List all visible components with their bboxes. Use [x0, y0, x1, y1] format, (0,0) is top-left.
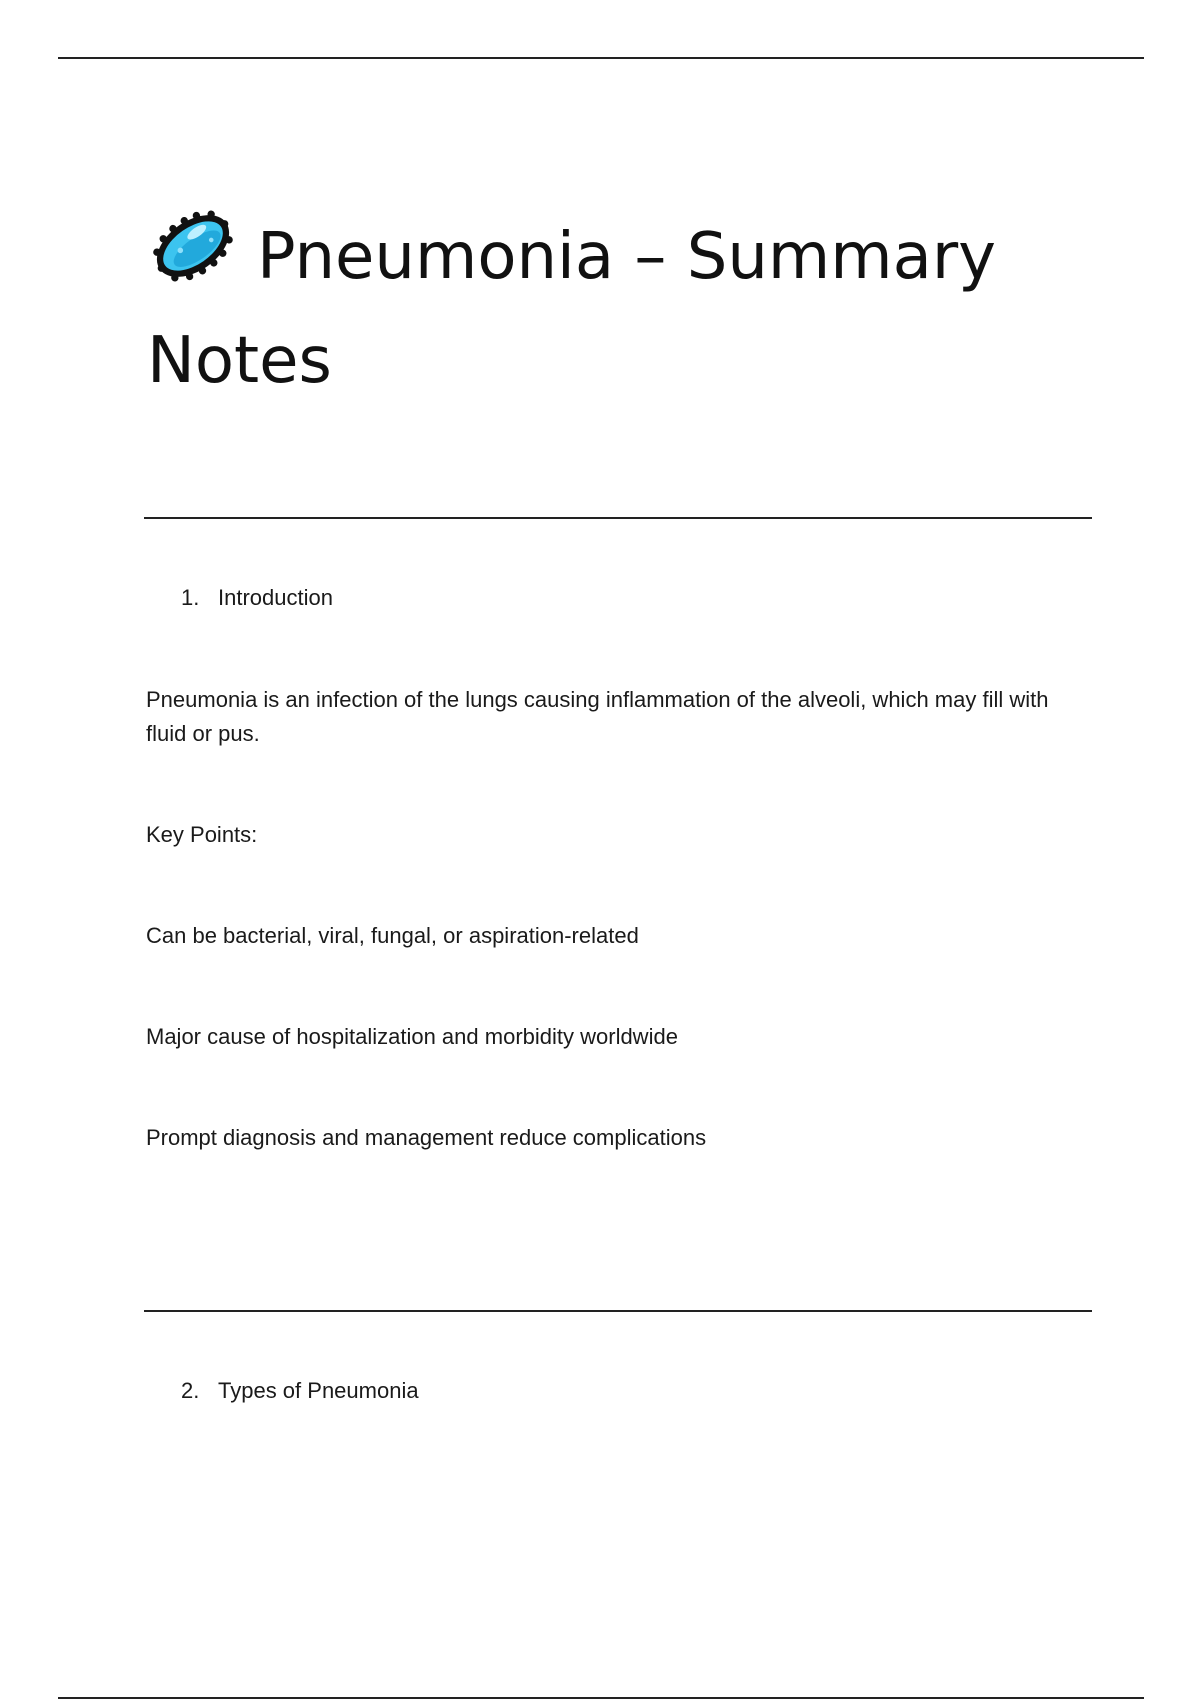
microbe-icon [147, 200, 239, 292]
section-number: 2. [181, 1378, 200, 1403]
section-heading-types [181, 1376, 419, 1406]
intro-paragraph: Pneumonia is an infection of the lungs causing inflammation of the alveoli, which may fill with fluid or pus. [146, 687, 1049, 746]
section-heading-text: Types of Pneumonia [218, 1378, 419, 1403]
key-points-label: Key Points: [146, 822, 258, 847]
section-number: 1. [181, 585, 200, 610]
key-point-item: Can be bacterial, viral, fungal, or aspiration-related [146, 923, 639, 948]
title-text: Pneumonia – Summary Notes [147, 220, 996, 398]
section-divider [144, 517, 1092, 519]
page-bottom-rule [58, 1697, 1144, 1699]
key-point-item: Major cause of hospitalization and morbidity worldwide [146, 1024, 678, 1049]
page-title [147, 200, 1107, 413]
section-heading-introduction [181, 583, 333, 613]
page-top-rule [58, 57, 1144, 59]
key-point-item: Prompt diagnosis and management reduce complications [146, 1125, 707, 1150]
section-heading-text: Introduction [218, 585, 333, 610]
section-divider [144, 1310, 1092, 1312]
